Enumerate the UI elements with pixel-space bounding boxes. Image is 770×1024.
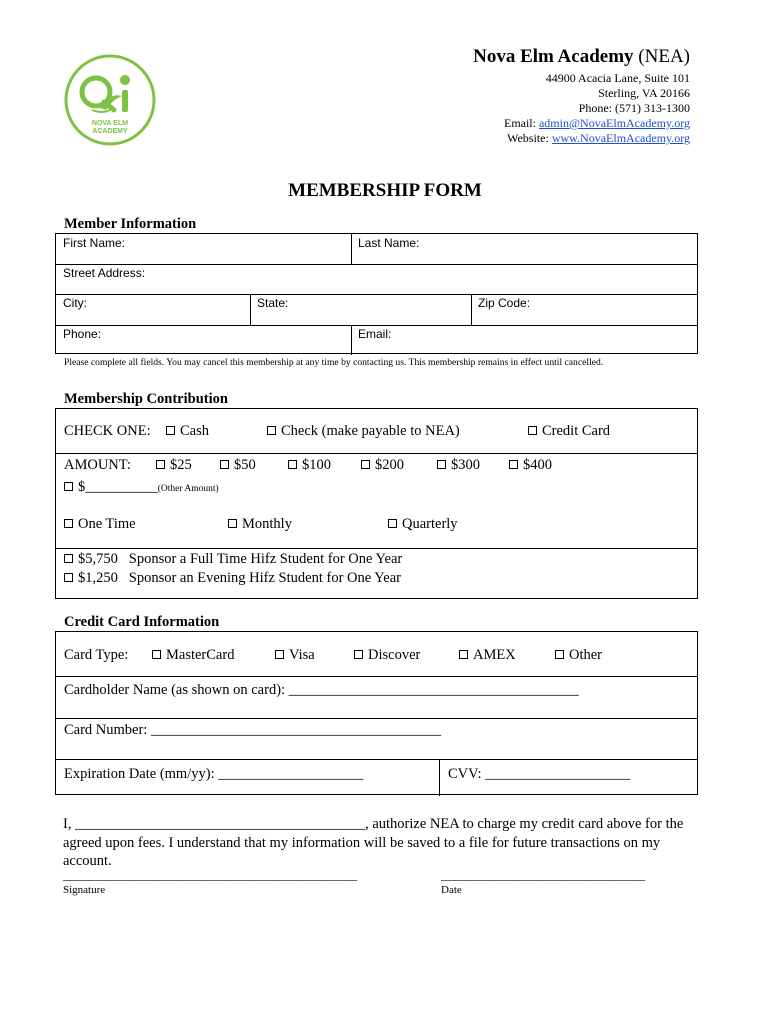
expiration-date-field[interactable]: Expiration Date (mm/yy): ____________________ [64, 766, 364, 782]
member-info-table [55, 233, 698, 354]
amex-label: AMEX [473, 647, 516, 663]
org-email-line [504, 116, 690, 131]
state-field[interactable]: State: [257, 296, 289, 310]
org-abbr: (NEA) [638, 46, 690, 67]
amount-option-100[interactable] [288, 457, 331, 474]
checkbox[interactable] [288, 460, 297, 469]
org-website-line [507, 131, 690, 146]
sponsor-evening[interactable] [64, 570, 401, 587]
checkbox[interactable] [267, 426, 276, 435]
address-line1: 44900 Acacia Lane, Suite 101 [545, 71, 690, 85]
amount-option-400[interactable] [509, 457, 552, 474]
authorization-line1[interactable]: I, ________________________________________, authorize NEA to charge my credit card above for the [63, 816, 684, 832]
amount-value: $400 [523, 457, 552, 473]
sponsor-full-time-label: $5,750 Sponsor a Full Time Hifz Student for One Year [78, 551, 403, 567]
first-name-field[interactable]: First Name: [63, 236, 126, 250]
amount-option-other[interactable] [64, 479, 219, 496]
checkbox[interactable] [528, 426, 537, 435]
amount-option-50[interactable] [220, 457, 256, 474]
amount-value: $100 [302, 457, 331, 473]
check-one-label: CHECK ONE: [64, 423, 151, 439]
authorization-line2: agreed upon fees. I understand that my information will be saved to a file for future transactions on my [63, 834, 661, 851]
amount-option-300[interactable] [437, 457, 480, 474]
amount-value: $25 [170, 457, 192, 473]
website-label: Website: [507, 131, 549, 145]
cardholder-name-field[interactable]: Cardholder Name (as shown on card): ________________________________________ [64, 682, 579, 698]
logo-text-line1: NOVA ELM [91, 120, 129, 127]
signature-line[interactable]: _________________________________________________ [63, 868, 357, 882]
checkbox[interactable] [437, 460, 446, 469]
credit-card-label: Credit Card [542, 423, 611, 439]
credit-card-table [55, 631, 698, 795]
amount-label: AMOUNT: [64, 457, 131, 473]
visa-label: Visa [289, 647, 315, 663]
phone-field[interactable]: Phone: [63, 327, 102, 341]
authorization-line3: account. [63, 853, 112, 869]
other-amount-label: (Other Amount) [157, 484, 219, 494]
contribution-table [55, 408, 698, 599]
academy-logo [62, 52, 158, 148]
checkbox[interactable] [220, 460, 229, 469]
credit-card-heading: Credit Card Information [64, 614, 220, 630]
payment-credit-card-option[interactable] [528, 423, 610, 440]
frequency-one-time[interactable] [64, 516, 136, 533]
signature-label: Signature [63, 884, 106, 896]
amount-option-25[interactable] [156, 457, 192, 474]
email-link[interactable]: admin@NovaElmAcademy.org [538, 116, 690, 130]
date-label: Date [441, 884, 462, 896]
member-info-heading: Member Information [64, 216, 197, 232]
payment-cash-option[interactable] [166, 423, 209, 440]
amount-value: $300 [451, 457, 480, 473]
street-address-field[interactable]: Street Address: [63, 266, 146, 280]
other-label: Other [569, 647, 603, 663]
one-time-label: One Time [78, 516, 136, 532]
checkbox[interactable] [166, 426, 175, 435]
card-number-field[interactable]: Card Number: ________________________________________ [64, 722, 441, 738]
address-line2: Sterling, VA 20166 [598, 86, 690, 100]
amount-value: $50 [234, 457, 256, 473]
discover-label: Discover [368, 647, 421, 663]
checkbox[interactable] [228, 519, 237, 528]
website-link[interactable]: www.NovaElmAcademy.org [551, 131, 690, 145]
payment-check-option[interactable] [267, 423, 460, 440]
checkbox[interactable] [275, 650, 284, 659]
card-type-discover[interactable] [354, 647, 420, 664]
checkbox[interactable] [156, 460, 165, 469]
card-type-visa[interactable] [275, 647, 315, 664]
city-field[interactable]: City: [63, 296, 87, 310]
checkbox[interactable] [361, 460, 370, 469]
mastercard-label: MasterCard [166, 647, 235, 663]
checkbox[interactable] [555, 650, 564, 659]
card-type-mastercard[interactable] [152, 647, 234, 664]
date-line[interactable]: __________________________________ [441, 868, 645, 882]
authorization-text [63, 815, 703, 871]
frequency-quarterly[interactable] [388, 516, 458, 533]
checkbox[interactable] [388, 519, 397, 528]
checkbox[interactable] [459, 650, 468, 659]
card-type-amex[interactable] [459, 647, 516, 664]
org-name [473, 46, 690, 68]
form-title: MEMBERSHIP FORM [288, 180, 482, 201]
card-type-other[interactable] [555, 647, 602, 664]
last-name-field[interactable]: Last Name: [358, 236, 420, 250]
org-name-text: Nova Elm Academy [473, 46, 634, 67]
checkbox[interactable] [509, 460, 518, 469]
org-phone: Phone: (571) 313-1300 [578, 101, 690, 115]
checkbox[interactable] [354, 650, 363, 659]
quarterly-label: Quarterly [402, 516, 458, 532]
checkbox[interactable] [64, 482, 73, 491]
frequency-monthly[interactable] [228, 516, 292, 533]
logo-text-line2: ACADEMY [92, 128, 128, 135]
cash-label: Cash [180, 423, 209, 439]
card-type-label: Card Type: [64, 647, 129, 663]
amount-option-200[interactable] [361, 457, 404, 474]
email-label: Email: [503, 116, 536, 130]
checkbox[interactable] [64, 554, 73, 563]
member-info-note: Please complete all fields. You may cancel this membership at any time by contacting us. This membership remains in effect until cancelled. [64, 357, 604, 368]
checkbox[interactable] [152, 650, 161, 659]
sponsor-full-time[interactable] [64, 551, 402, 568]
monthly-label: Monthly [242, 516, 292, 532]
check-label: Check (make payable to NEA) [281, 423, 460, 439]
email-field[interactable]: Email: [358, 327, 392, 341]
checkbox[interactable] [64, 519, 73, 528]
amount-value: $200 [375, 457, 404, 473]
zip-code-field[interactable]: Zip Code: [478, 296, 531, 310]
checkbox[interactable] [64, 573, 73, 582]
cvv-field[interactable]: CVV: ____________________ [448, 766, 631, 782]
sponsor-evening-label: $1,250 Sponsor an Evening Hifz Student for One Year [78, 570, 401, 586]
other-amount-blank[interactable]: $__________ [78, 479, 158, 495]
contribution-heading: Membership Contribution [64, 391, 228, 407]
